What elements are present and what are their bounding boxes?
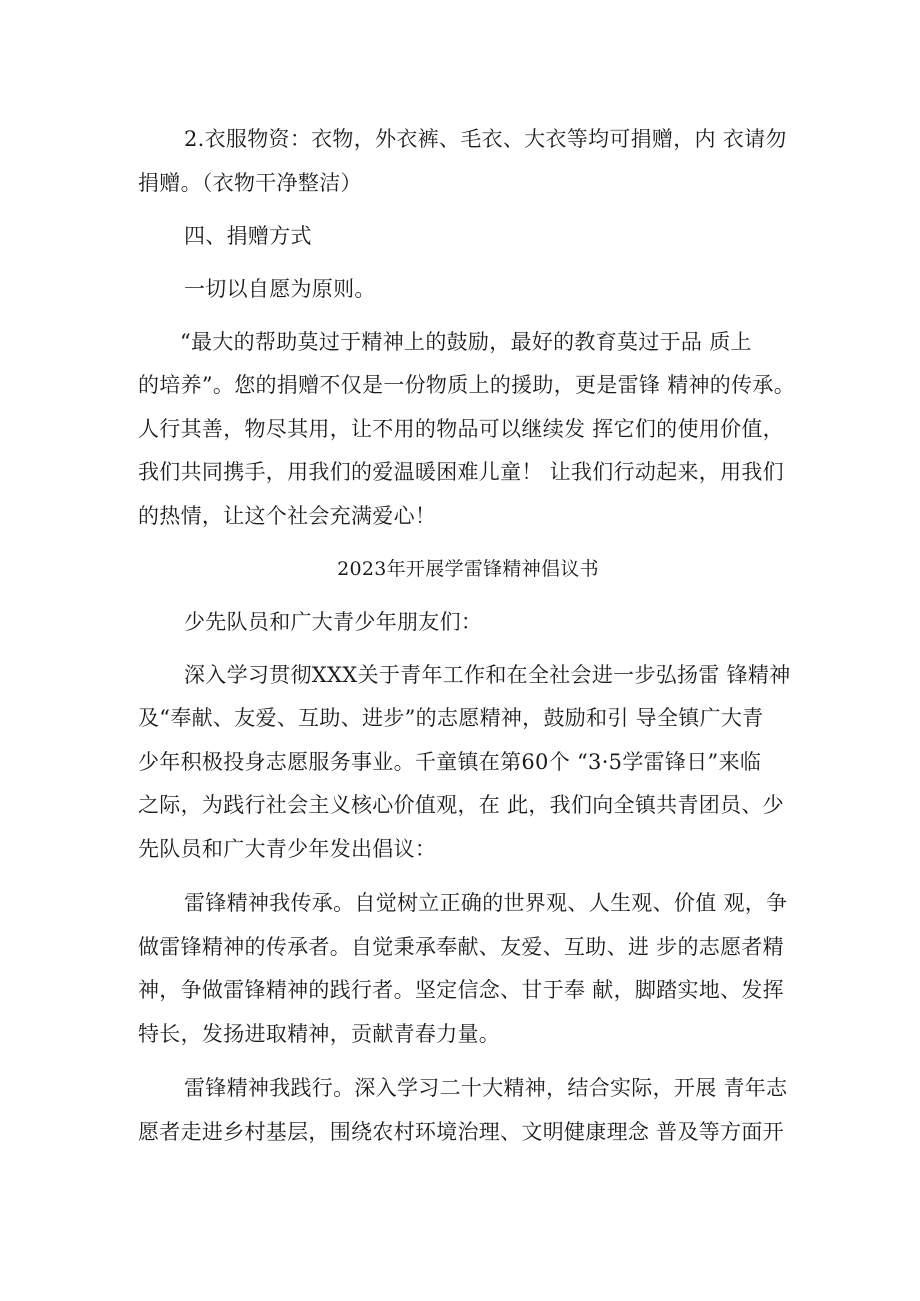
text-line: 人行其善，物尽其用，让不用的物品可以继续发 挥它们的使用价值， (138, 416, 784, 441)
text-line: 的培养”。您的捐赠不仅是一份物质上的援助，更是雷锋 精神的传承。 (138, 373, 796, 397)
text-line: 特长，发扬进取精神，贡献青春力量。 (138, 1021, 501, 1046)
text-line: 捐赠。（衣物干净整洁） (138, 170, 362, 195)
text-line: “最大的帮助莫过于精神上的鼓励，最好的教育莫过于品 质上 (180, 329, 752, 354)
text-line: 少年积极投身志愿服务事业。千童镇在第60个 “3·5学雷锋日”来临 (138, 749, 762, 774)
text-line: 神，争做雷锋精神的践行者。坚定信念、甘于奉 献，脚踏实地、发挥 (138, 978, 784, 1002)
text-line: 深入学习贯彻XXX关于青年工作和在全社会进一步弘扬雷 锋精神 (184, 662, 791, 687)
document-page (138, 118, 798, 1154)
text-line: 及“奉献、友爱、互助、进步”的志愿精神，鼓励和引 导全镇广大青 (138, 706, 764, 730)
text-line: 之际，为践行社会主义核心价值观，在 此，我们向全镇共青团员、少 (138, 793, 784, 817)
document-title: 2023年开展学雷锋精神倡议书 (337, 557, 599, 580)
section-heading: 四、捐赠方式 (184, 223, 312, 248)
text-line: 的热情，让这个社会充满爱心！ (138, 503, 437, 528)
text-line: 雷锋精神我传承。自觉树立正确的世界观、人生观、价值 观，争 (184, 891, 788, 915)
text-line: 我们共同携手，用我们的爱温暖困难儿童！ 让我们行动起来，用我们 (138, 460, 784, 484)
text-line: 愿者走进乡村基层，围绕农村环境治理、文明健康理念 普及等方面开 (138, 1119, 784, 1144)
text-line: 2.衣服物资：衣物，外衣裤、毛衣、大衣等均可捐赠，内 衣请勿 (184, 127, 787, 151)
text-line: 先队员和广大青少年发出倡议： (138, 836, 437, 861)
text-line: 一切以自愿为原则。 (184, 276, 376, 301)
text-line: 雷锋精神我践行。深入学习二十大精神，结合实际，开展 青年志 (184, 1076, 788, 1100)
text-line: 做雷锋精神的传承者。自觉秉承奉献、友爱、互助、进 步的志愿者精 (138, 934, 784, 959)
salutation: 少先队员和广大青少年朋友们： (184, 609, 483, 634)
